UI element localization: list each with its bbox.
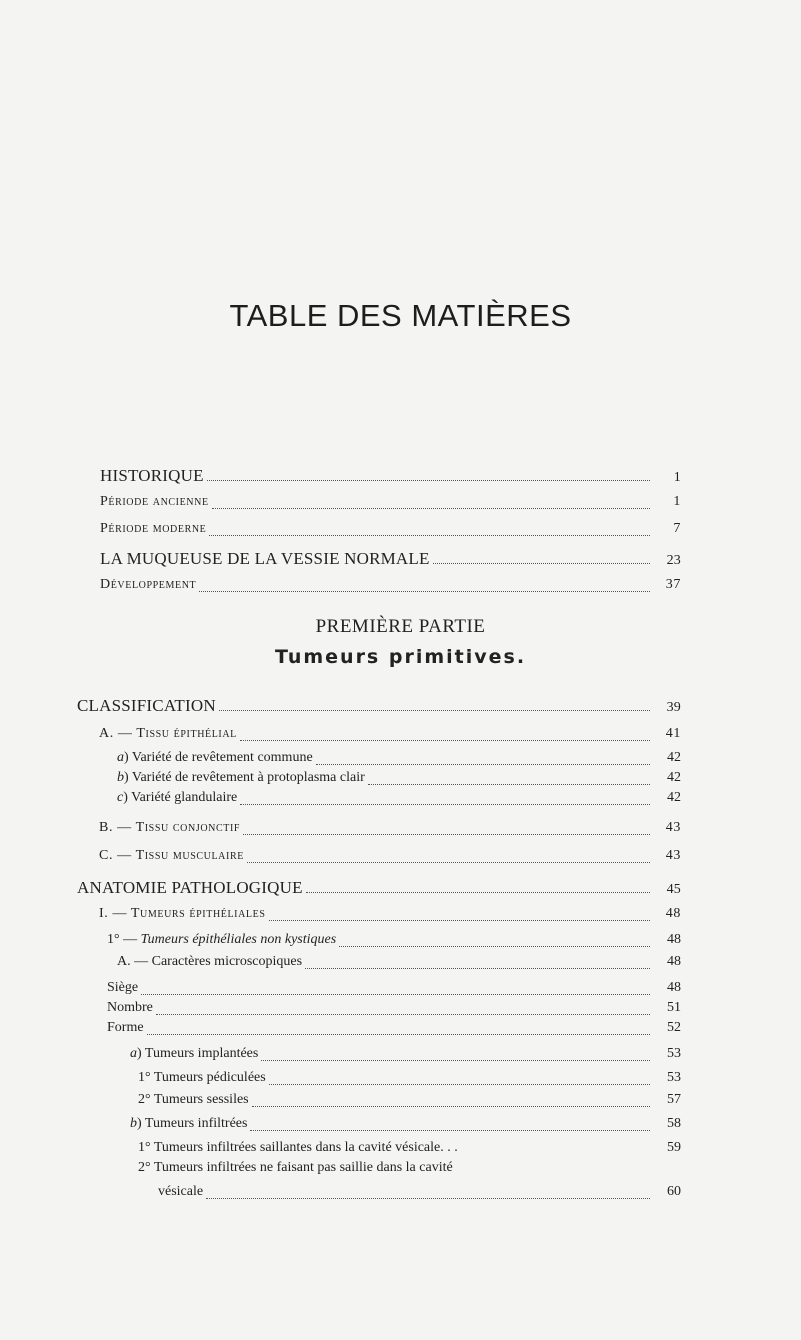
item-letter: a xyxy=(130,1046,137,1061)
leader-dots xyxy=(156,1013,650,1015)
toc-entry-label: LA MUQUEUSE DE LA VESSIE NORMALE xyxy=(100,549,430,568)
toc-entry[interactable] xyxy=(117,750,681,770)
leader-dots xyxy=(212,507,650,509)
toc-entry[interactable] xyxy=(117,954,681,974)
toc-entry-label xyxy=(130,1116,247,1132)
toc-entry-label xyxy=(107,932,336,948)
toc-entry-page: 58 xyxy=(667,1116,681,1131)
toc-entry-page: 48 xyxy=(667,932,681,947)
toc-entry[interactable] xyxy=(77,878,681,898)
item-letter: b xyxy=(130,1116,137,1131)
toc-entry[interactable] xyxy=(100,521,681,541)
toc-entry[interactable] xyxy=(107,980,681,1000)
toc-entry[interactable] xyxy=(77,696,681,716)
toc-entry[interactable] xyxy=(107,1000,681,1020)
leader-dots xyxy=(339,945,650,947)
leader-dots xyxy=(269,919,650,921)
toc-entry-label: 1° Tumeurs pédiculées xyxy=(138,1070,266,1085)
toc-entry[interactable] xyxy=(138,1070,681,1090)
part-subtitle: Tumeurs primitives. xyxy=(274,646,527,668)
toc-entry-page: 60 xyxy=(667,1184,681,1199)
leader-dots xyxy=(240,739,650,741)
toc-entry-page: 41 xyxy=(665,726,681,741)
leader-dots xyxy=(433,562,650,564)
toc-entry-label: A. — Caractères microscopiques xyxy=(117,954,303,969)
item-letter: c xyxy=(117,790,124,805)
toc-entry[interactable] xyxy=(100,466,681,486)
toc-entry[interactable] xyxy=(107,1020,681,1040)
leader-dots xyxy=(147,1033,650,1035)
toc-entry-label: vésicale xyxy=(158,1184,204,1199)
toc-entry[interactable] xyxy=(158,1184,681,1204)
item-text: ) Variété de revêtement commune xyxy=(124,750,313,765)
leader-dots xyxy=(269,1083,650,1085)
toc-entry-page: 59 xyxy=(667,1140,681,1155)
toc-entry-page: 48 xyxy=(667,980,681,995)
toc-entry-label: CLASSIFICATION xyxy=(77,696,216,715)
toc-entry-label: Nombre xyxy=(107,1000,153,1015)
toc-entry-label: A. — Tissu épithélial xyxy=(99,726,237,741)
item-number: 1° — xyxy=(107,932,141,947)
toc-entry-label: ANATOMIE PATHOLOGIQUE xyxy=(77,878,303,897)
toc-entry-label xyxy=(117,790,237,806)
toc-entry[interactable] xyxy=(100,494,681,514)
item-text: Tumeurs épithéliales non kystiques xyxy=(140,932,337,947)
toc-entry-label: Période ancienne xyxy=(100,494,209,509)
leader-dots xyxy=(306,891,650,893)
leader-dots xyxy=(141,993,650,995)
leader-dots xyxy=(206,1197,650,1199)
toc-entry-page: 45 xyxy=(666,882,681,897)
toc-entry[interactable] xyxy=(138,1140,681,1160)
item-letter: b xyxy=(117,770,124,785)
toc-entry-page: 51 xyxy=(667,1000,681,1015)
toc-entry-label: HISTORIQUE xyxy=(100,466,204,485)
leader-dots xyxy=(209,534,650,536)
item-letter: a xyxy=(117,750,124,765)
toc-entry-label xyxy=(117,750,313,766)
toc-entry-page: 7 xyxy=(673,521,681,536)
toc-entry-page: 1 xyxy=(673,470,681,485)
toc-entry-page: 23 xyxy=(666,553,681,568)
toc-entry-page: 48 xyxy=(667,954,681,969)
toc-entry-page: 37 xyxy=(665,577,681,592)
toc-entry-label: Période moderne xyxy=(100,521,207,536)
toc-entry-page: 42 xyxy=(667,750,681,765)
toc-entry-label: B. — Tissu conjonctif xyxy=(99,820,241,835)
toc-entry[interactable] xyxy=(107,932,681,952)
toc-entry-label xyxy=(117,770,365,786)
item-text: ) Variété de revêtement à protoplasma clair xyxy=(124,770,365,785)
toc-entry-page: 1 xyxy=(673,494,681,509)
toc-entry-label: Forme xyxy=(107,1020,144,1035)
leader-dots xyxy=(240,803,650,805)
leader-dots xyxy=(316,763,650,765)
toc-entry[interactable] xyxy=(99,848,681,868)
toc-entry-page: 42 xyxy=(667,770,681,785)
toc-entry-page: 43 xyxy=(665,820,681,835)
toc-entry-label: Développement xyxy=(100,577,197,592)
toc-entry-page: 52 xyxy=(667,1020,681,1035)
toc-entry-label: I. — Tumeurs épithéliales xyxy=(99,906,266,921)
toc-entry[interactable] xyxy=(99,726,681,746)
toc-entry[interactable] xyxy=(117,790,681,810)
leader-dots xyxy=(219,709,650,711)
toc-entry-label xyxy=(130,1046,258,1062)
leader-dots xyxy=(199,590,650,592)
toc-entry-label[interactable]: 2° Tumeurs infiltrées ne faisant pas saillie dans la cavité xyxy=(138,1160,453,1175)
toc-entry[interactable] xyxy=(130,1046,681,1066)
toc-entry-page: 57 xyxy=(667,1092,681,1107)
toc-entry[interactable] xyxy=(99,906,681,926)
leader-dots xyxy=(250,1129,650,1131)
item-text: ) Tumeurs infiltrées xyxy=(137,1116,248,1131)
toc-entry-page: 53 xyxy=(667,1070,681,1085)
toc-entry[interactable] xyxy=(130,1116,681,1136)
leader-dots xyxy=(261,1059,650,1061)
item-text: ) Variété glandulaire xyxy=(123,790,238,805)
toc-entry-label: 2° Tumeurs sessiles xyxy=(138,1092,249,1107)
toc-entry-page: 39 xyxy=(666,700,681,715)
leader-dots xyxy=(305,967,650,969)
part-title: PREMIÈRE PARTIE xyxy=(315,616,486,637)
toc-entry-page: 48 xyxy=(665,906,681,921)
leader-dots xyxy=(247,861,650,863)
toc-entry-label: C. — Tissu musculaire xyxy=(99,848,244,863)
toc-entry-page: 42 xyxy=(667,790,681,805)
page-title: TABLE DES MATIÈRES xyxy=(229,298,572,333)
toc-entry-label: 1° Tumeurs infiltrées saillantes dans la cavité vésicale. . . xyxy=(138,1140,458,1155)
leader-dots xyxy=(368,783,650,785)
item-text: ) Tumeurs implantées xyxy=(137,1046,259,1061)
toc-entry[interactable] xyxy=(117,770,681,790)
toc-entry-page: 43 xyxy=(665,848,681,863)
toc-entry[interactable] xyxy=(100,577,681,597)
toc-entry[interactable] xyxy=(99,820,681,840)
toc-entry-label: Siège xyxy=(107,980,139,995)
toc-entry-page: 53 xyxy=(667,1046,681,1061)
toc-entry[interactable] xyxy=(138,1092,681,1112)
toc-entry[interactable] xyxy=(100,549,681,569)
leader-dots xyxy=(243,833,650,835)
leader-dots xyxy=(207,479,650,481)
leader-dots xyxy=(252,1105,650,1107)
